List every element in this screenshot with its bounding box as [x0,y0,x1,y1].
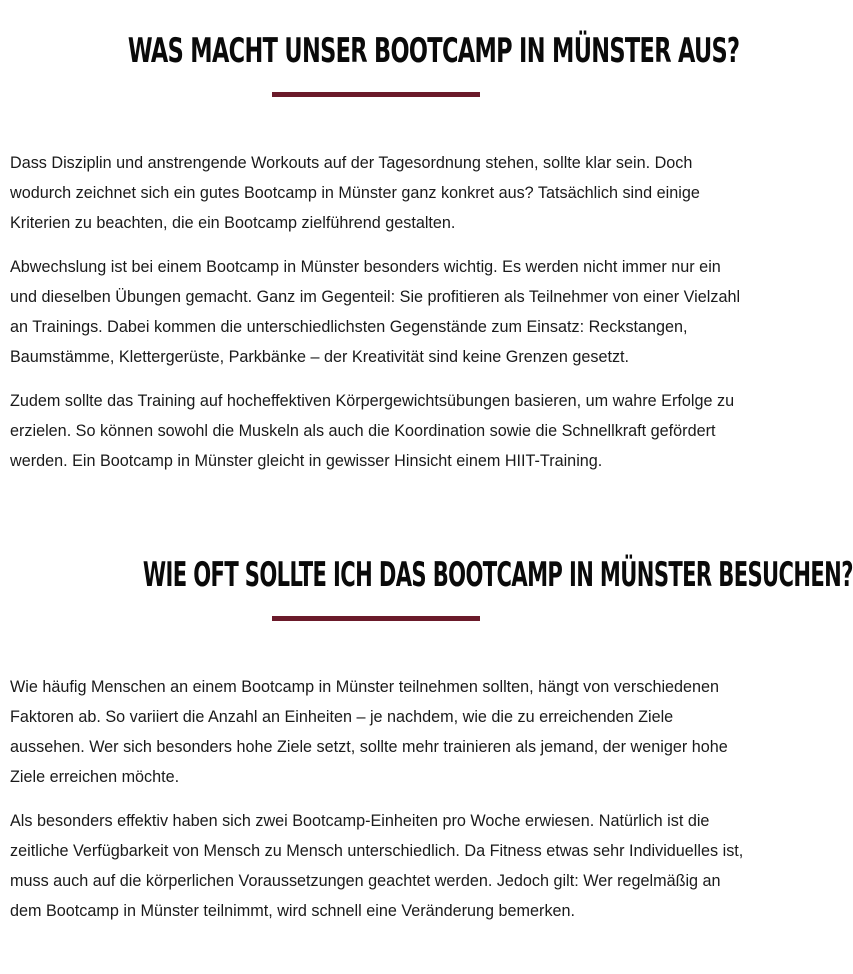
heading-divider [272,92,480,97]
section-body-bootcamp-frequency [10,672,746,940]
section-heading-bootcamp-features: WAS MACHT UNSER BOOTCAMP IN MÜNSTER AUS? [127,31,740,71]
paragraph: Abwechslung ist bei einem Bootcamp in Münster besonders wichtig. Es werden nicht immer nur ein und dieselben Übungen gemacht. Ganz im Gegenteil: Sie profitieren als Teilnehmer von einer Vielzahl an Trainings. Dabei kommen die unterschiedlichsten Gegenstände zum Einsatz: Reckstangen, Baumstämme, Klettergerüste, Parkbänke – der Kreativität sind keine Grenzen gesetzt. [10,258,741,366]
paragraph: Dass Disziplin und anstrengende Workouts auf der Tagesordnung stehen, sollte klar sein. Doch wodurch zeichnet sich ein gutes Bootcamp in Münster ganz konkret aus? Tatsächlich sind einige Kriterien zu beachten, die ein Bootcamp zielführend gestalten. [10,154,700,232]
heading-divider [272,616,480,621]
section-body-bootcamp-features [10,148,746,490]
section-heading-bootcamp-frequency: WIE OFT SOLLTE ICH DAS BOOTCAMP IN MÜNSTER BESUCHEN? [142,555,853,595]
paragraph: Wie häufig Menschen an einem Bootcamp in Münster teilnehmen sollten, hängt von verschiedenen Faktoren ab. So variiert die Anzahl an Einheiten – je nachdem, wie die zu erreichenden Ziele aussehen. Wer sich besonders hohe Ziele setzt, sollte mehr trainieren als jemand, der weniger hohe Ziele erreichen möchte. [10,678,728,786]
paragraph: Zudem sollte das Training auf hocheffektiven Körpergewichtsübungen basieren, um wahre Erfolge zu erzielen. So können sowohl die Muskeln als auch die Koordination sowie die Schnellkraft gefördert werden. Ein Bootcamp in Münster gleicht in gewisser Hinsicht einem HIIT-Training. [10,392,735,470]
paragraph: Als besonders effektiv haben sich zwei Bootcamp-Einheiten pro Woche erwiesen. Natürlich ist die zeitliche Verfügbarkeit von Mensch zu Mensch unterschiedlich. Da Fitness etwas sehr Individuelles ist, muss auch auf die körperlichen Voraussetzungen geachtet werden. Jedoch gilt: Wer regelmäßig an dem Bootcamp in Münster teilnimmt, wird schnell eine Veränderung bemerken. [10,812,744,920]
